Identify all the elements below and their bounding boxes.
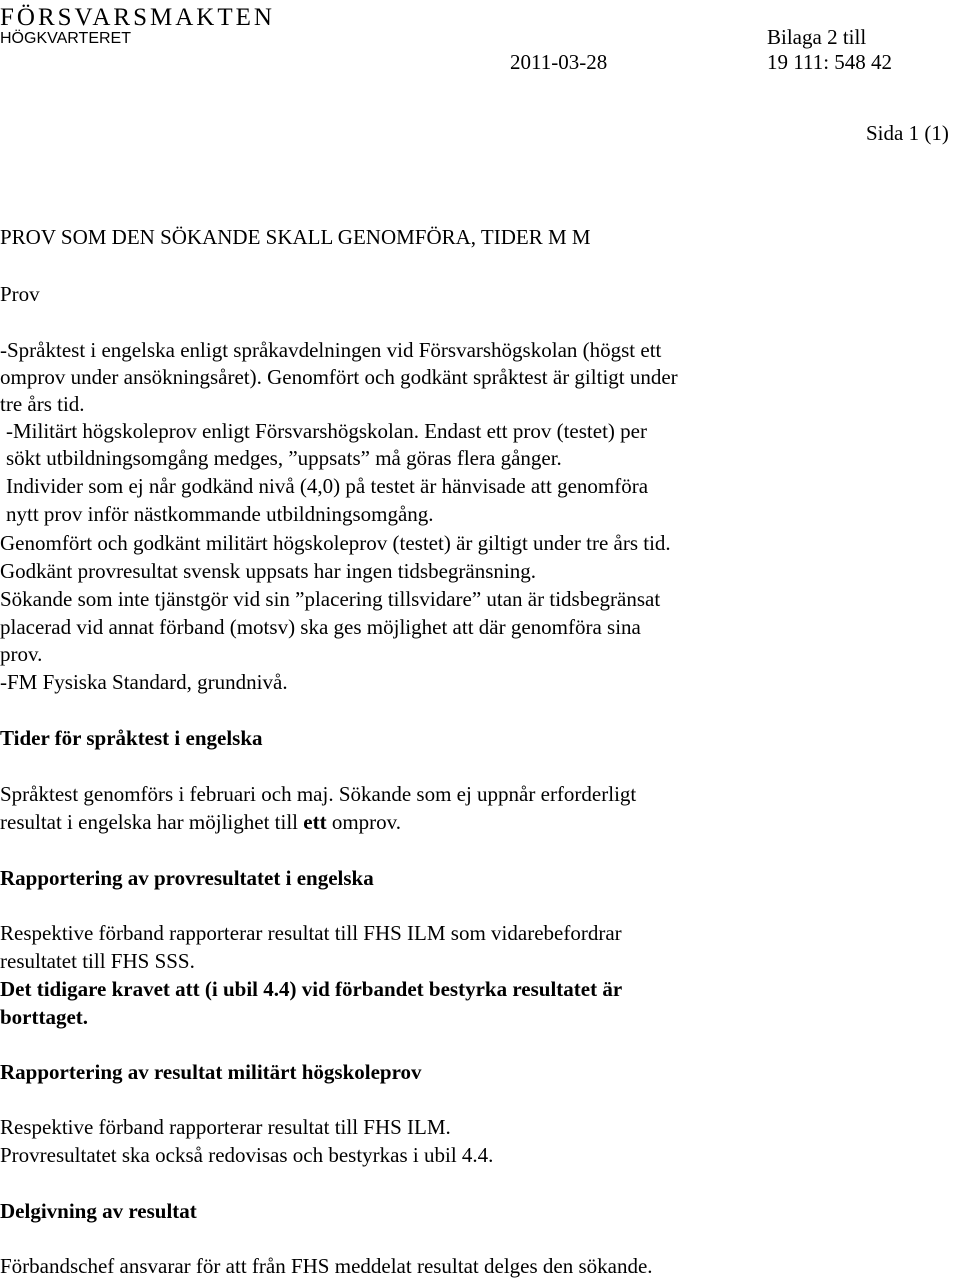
section-heading-reporting-military-test: Rapportering av resultat militärt högskoleprov <box>0 1060 422 1084</box>
paragraph-line: Sökande som inte tjänstgör vid sin ”placering tillsvidare” utan är tidsbegränsat <box>0 587 661 611</box>
org-unit: HÖGKVARTERET <box>0 30 131 47</box>
section-heading-result-notification: Delgivning av resultat <box>0 1199 197 1223</box>
paragraph-line: tre års tid. <box>0 392 85 416</box>
paragraph-line: Godkänt provresultat svensk uppsats har ingen tidsbegränsning. <box>0 559 536 583</box>
org-name: FÖRSVARSMAKTEN <box>0 4 275 31</box>
paragraph-line: -Militärt högskoleprov enligt Försvarshögskolan. Endast ett prov (testet) per <box>6 419 647 443</box>
paragraph-line: prov. <box>0 642 43 666</box>
bold-notice-line: Det tidigare kravet att (i ubil 4.4) vid förbandet bestyrka resultatet är <box>0 977 623 1001</box>
paragraph-line: Respektive förband rapporterar resultat till FHS ILM. <box>0 1115 451 1139</box>
document-title: PROV SOM DEN SÖKANDE SKALL GENOMFÖRA, TIDER M M <box>0 225 591 249</box>
paragraph-line: Provresultatet ska också redovisas och bestyrkas i ubil 4.4. <box>0 1143 494 1167</box>
reference-number: 19 111: 548 42 <box>767 50 893 74</box>
paragraph-line: resultatet till FHS SSS. <box>0 949 195 973</box>
paragraph-line: Förbandschef ansvarar för att från FHS meddelat resultat delges den sökande. <box>0 1254 653 1278</box>
paragraph-line: -Språktest i engelska enligt språkavdelningen vid Försvarshögskolan (högst ett <box>0 338 662 362</box>
bold-notice-line: borttaget. <box>0 1005 89 1029</box>
emphasis-text: ett <box>303 810 327 834</box>
text-fragment: omprov. <box>326 810 402 834</box>
attachment-label: Bilaga 2 till <box>767 25 867 49</box>
paragraph-line: Språktest genomförs i februari och maj. Sökande som ej uppnår erforderligt <box>0 782 637 806</box>
section-heading-prov: Prov <box>0 282 40 306</box>
paragraph-line: Genomfört och godkänt militärt högskoleprov (testet) är giltigt under tre års tid. <box>0 531 671 555</box>
paragraph-line: -FM Fysiska Standard, grundnivå. <box>0 670 288 694</box>
paragraph-line <box>0 810 401 834</box>
paragraph-line: Individer som ej når godkänd nivå (4,0) på testet är hänvisade att genomföra <box>6 474 649 498</box>
section-heading-reporting-english: Rapportering av provresultatet i engelska <box>0 866 374 890</box>
paragraph-line: nytt prov inför nästkommande utbildningsomgång. <box>6 502 434 526</box>
paragraph-line: Respektive förband rapporterar resultat till FHS ILM som vidarebefordrar <box>0 921 622 945</box>
paragraph-line: omprov under ansökningsåret). Genomfört och godkänt språktest är giltigt under <box>0 365 678 389</box>
paragraph-line: sökt utbildningsomgång medges, ”uppsats” må göras flera gånger. <box>6 446 562 470</box>
document-date: 2011-03-28 <box>510 50 608 74</box>
section-heading-language-test-times: Tider för språktest i engelska <box>0 726 263 750</box>
text-fragment: resultat i engelska har möjlighet till <box>0 810 304 834</box>
page-number: Sida 1 (1) <box>866 121 949 145</box>
paragraph-line: placerad vid annat förband (motsv) ska ges möjlighet att där genomföra sina <box>0 615 641 639</box>
